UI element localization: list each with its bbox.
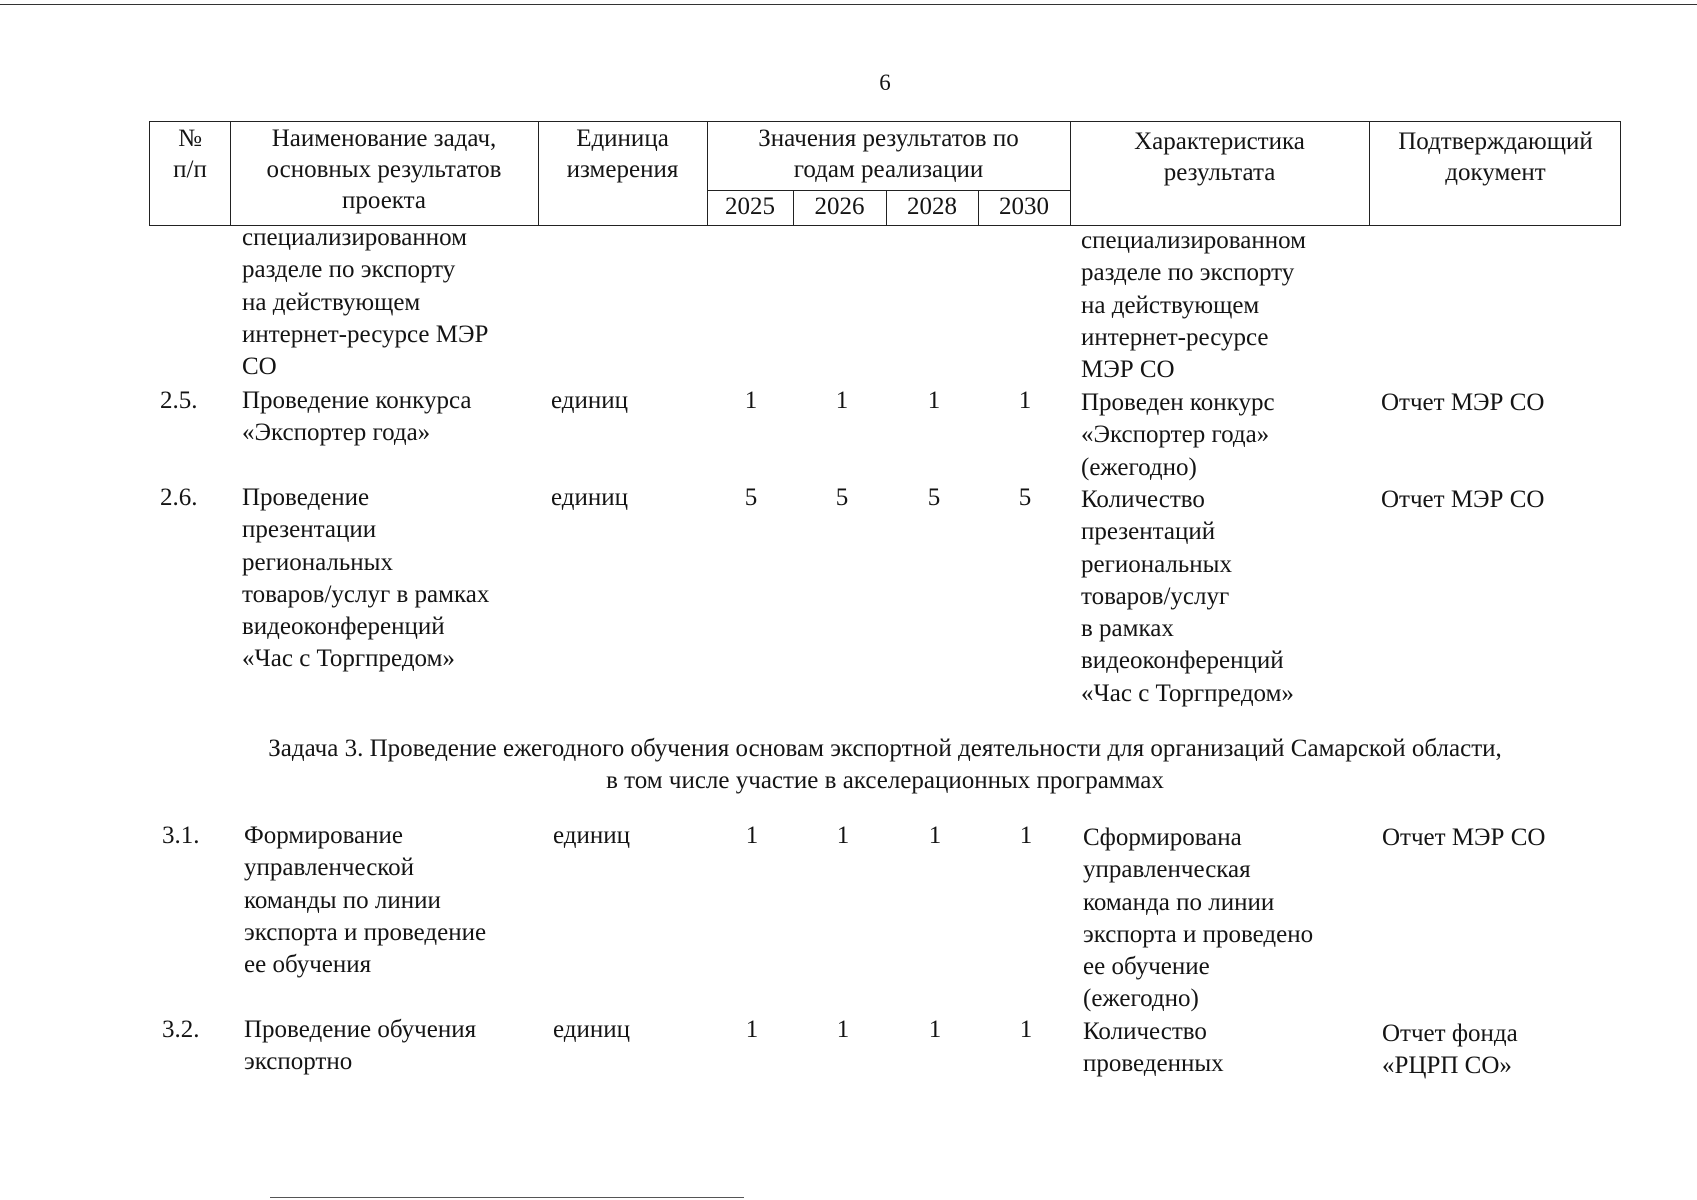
row-value-2025: 1 bbox=[745, 1016, 759, 1043]
row-value-2025: 1 bbox=[744, 387, 758, 414]
row-value-2026: 5 bbox=[835, 484, 849, 511]
row-value-2030: 5 bbox=[1018, 484, 1032, 511]
row-value-2030: 1 bbox=[1019, 1016, 1033, 1043]
continuation-name: специализированном разделе по экспорту на действующем интернет-ресурсе МЭР СО bbox=[242, 224, 489, 381]
row-name: Проведение обучения экспортно bbox=[244, 1016, 477, 1076]
row-characteristic: Сформирована управленческая команда по линии экспорта и проведено ее обучение (ежегодно) bbox=[1083, 824, 1314, 1013]
row-name: Формирование управленческой команды по линии экспорта и проведение ее обучения bbox=[244, 822, 487, 979]
row-value-2026: 1 bbox=[836, 822, 850, 849]
row-unit: единиц bbox=[551, 484, 629, 511]
header-name: Наименование задач, основных результатов проекта bbox=[266, 125, 502, 214]
row-name: Проведение конкурса «Экспортер года» bbox=[242, 387, 472, 447]
row-unit: единиц bbox=[553, 822, 631, 849]
header-year: 2028 bbox=[907, 193, 957, 220]
row-value-2028: 1 bbox=[928, 822, 942, 849]
row-number: 2.6. bbox=[160, 484, 198, 511]
header-year: 2025 bbox=[725, 193, 775, 220]
header-document: Подтверждающий документ bbox=[1398, 128, 1593, 186]
row-number: 3.2. bbox=[162, 1016, 200, 1043]
header-year: 2030 bbox=[999, 193, 1049, 220]
row-characteristic: Количество проведенных bbox=[1083, 1018, 1224, 1078]
row-value-2026: 1 bbox=[836, 1016, 850, 1043]
row-value-2030: 1 bbox=[1019, 822, 1033, 849]
row-document: Отчет фонда «РЦРП СО» bbox=[1382, 1020, 1518, 1080]
row-document: Отчет МЭР СО bbox=[1381, 486, 1545, 513]
table-header bbox=[149, 121, 1621, 226]
row-document: Отчет МЭР СО bbox=[1381, 389, 1545, 416]
row-number: 3.1. bbox=[162, 822, 200, 849]
bottom-rule bbox=[270, 1197, 744, 1198]
header-year: 2026 bbox=[814, 193, 865, 220]
row-characteristic: Проведен конкурс «Экспортер года» (ежегодно) bbox=[1081, 389, 1275, 481]
row-unit: единиц bbox=[551, 387, 629, 414]
header-unit: Единица измерения bbox=[566, 125, 679, 183]
row-value-2025: 5 bbox=[744, 484, 758, 511]
task-3-heading: Задача 3. Проведение ежегодного обучения основам экспортной деятельности для организаций Самарской области, в том числе участие в акселерационных программах bbox=[268, 735, 1502, 794]
row-unit: единиц bbox=[553, 1016, 631, 1043]
row-value-2028: 1 bbox=[927, 387, 941, 414]
row-value-2026: 1 bbox=[835, 387, 849, 414]
header-values: Значения результатов по годам реализации bbox=[758, 125, 1019, 183]
row-characteristic: Количество презентаций региональных товаров/услуг в рамках видеоконференций «Час с Торгпредом» bbox=[1081, 486, 1294, 707]
page-number: 6 bbox=[879, 70, 891, 95]
row-value-2030: 1 bbox=[1018, 387, 1032, 414]
row-value-2025: 1 bbox=[745, 822, 759, 849]
row-value-2028: 5 bbox=[927, 484, 941, 511]
row-document: Отчет МЭР СО bbox=[1382, 824, 1546, 851]
header-num: № п/п bbox=[173, 125, 207, 183]
row-value-2028: 1 bbox=[928, 1016, 942, 1043]
top-rule bbox=[0, 4, 1697, 5]
header-characteristic: Характеристика результата bbox=[1134, 128, 1305, 186]
row-number: 2.5. bbox=[160, 387, 198, 414]
continuation-characteristic: специализированном разделе по экспорту на действующем интернет-ресурсе МЭР СО bbox=[1081, 227, 1306, 384]
row-name: Проведение презентации региональных товаров/услуг в рамках видеоконференций «Час с Торгпредом» bbox=[242, 484, 490, 673]
